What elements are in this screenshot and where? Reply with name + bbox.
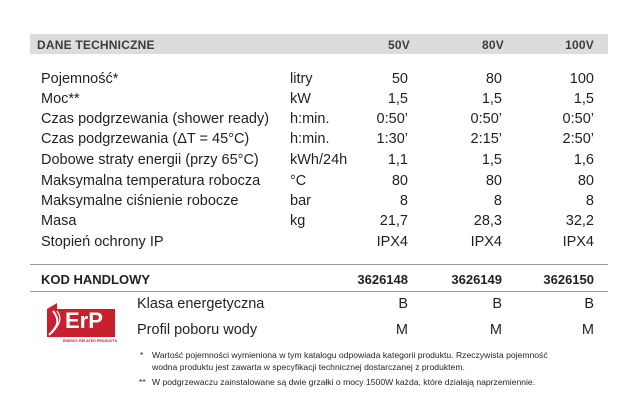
- spec-label: Dobowe straty energii (przy 65°C): [41, 152, 259, 168]
- spec-row-mass: [0, 213, 644, 233]
- trade-code-80v: 3626149: [451, 272, 502, 287]
- spec-label: Pojemność*: [41, 71, 119, 87]
- spec-value-100v: 2:50’: [562, 131, 594, 147]
- spec-value-80v: 0:50’: [470, 111, 502, 127]
- spec-row-power: [0, 91, 644, 111]
- spec-value-100v: 1,6: [573, 152, 594, 168]
- spec-row-energy-loss: [0, 152, 644, 172]
- spec-value-50v: 80: [391, 173, 408, 189]
- spec-label: Czas podgrzewania (shower ready): [41, 111, 270, 127]
- spec-row-ip-rating: [0, 234, 644, 254]
- trade-code-50v: 3626148: [357, 272, 408, 287]
- energy-class-100v: B: [584, 296, 594, 312]
- footnote-1-marker: *: [140, 350, 144, 360]
- spec-row-max-temp: [0, 173, 644, 193]
- spec-value-80v: 8: [493, 193, 502, 209]
- spec-value-50v: 50: [391, 71, 408, 87]
- spec-value-80v: 80: [485, 71, 502, 87]
- column-header-80v: 80V: [482, 38, 504, 52]
- energy-class-label: Klasa energetyczna: [137, 296, 265, 312]
- trade-code-100v: 3626150: [543, 272, 594, 287]
- spec-value-50v: 8: [399, 193, 408, 209]
- spec-value-50v: IPX4: [376, 234, 408, 250]
- spec-value-50v: 0:50’: [376, 111, 408, 127]
- spec-value-100v: 80: [577, 173, 594, 189]
- spec-value-80v: IPX4: [470, 234, 502, 250]
- spec-row-heatup-shower: [0, 111, 644, 131]
- spec-value-100v: 1,5: [573, 91, 594, 107]
- table-title: DANE TECHNICZNE: [37, 38, 155, 52]
- spec-value-80v: 2:15’: [470, 131, 502, 147]
- spec-label: Maksymalna temperatura robocza: [41, 173, 261, 189]
- spec-unit: kW: [290, 91, 311, 107]
- spec-value-50v: 1,5: [387, 91, 408, 107]
- spec-value-80v: 80: [485, 173, 502, 189]
- spec-label: Czas podgrzewania (ΔT = 45°C): [41, 131, 250, 147]
- spec-unit: kg: [290, 213, 306, 229]
- spec-label: Moc**: [41, 91, 80, 107]
- footnote-1-line-2: wodna produktu jest zawarta w specyfikacji technicznej dostarczanej z produktem.: [152, 362, 465, 372]
- column-header-50v: 50V: [388, 38, 410, 52]
- load-profile-100v: M: [581, 322, 594, 338]
- spec-row-heatup-delta: [0, 131, 644, 151]
- spec-label: Stopień ochrony IP: [41, 234, 164, 250]
- energy-class-50v: B: [398, 296, 408, 312]
- footnote-2-marker: **: [139, 377, 146, 387]
- footnote-2-line-1: W podgrzewaczu zainstalowane są dwie grzałki o mocy 1500W każda, które działają naprzemiennie.: [152, 377, 536, 387]
- spec-unit: h:min.: [290, 131, 330, 147]
- spec-value-100v: IPX4: [562, 234, 594, 250]
- spec-unit: litry: [290, 71, 313, 87]
- spec-value-50v: 1:30’: [376, 131, 408, 147]
- erp-logo: [43, 303, 123, 345]
- spec-row-capacity: [0, 71, 644, 91]
- load-profile-80v: M: [489, 322, 502, 338]
- erp-logo-text: ErP: [65, 308, 103, 333]
- energy-class-80v: B: [492, 296, 502, 312]
- erp-logo-subtext: ENERGY RELATED PRODUCTS: [63, 339, 117, 343]
- spec-label: Masa: [41, 213, 77, 229]
- spec-unit: bar: [290, 193, 311, 209]
- spec-value-80v: 28,3: [473, 213, 502, 229]
- column-header-100v: 100V: [565, 38, 594, 52]
- spec-value-100v: 100: [569, 71, 594, 87]
- spec-row-max-pressure: [0, 193, 644, 213]
- spec-value-80v: 1,5: [481, 152, 502, 168]
- load-profile-50v: M: [395, 322, 408, 338]
- spec-value-50v: 1,1: [387, 152, 408, 168]
- footnote-1-line-1: Wartość pojemności wymieniona w tym katalogu odpowiada kategorii produktu. Rzeczywista pojemność: [152, 350, 548, 360]
- spec-unit: °C: [290, 173, 307, 189]
- spec-value-50v: 21,7: [379, 213, 408, 229]
- load-profile-label: Profil poboru wody: [137, 322, 258, 338]
- spec-label: Maksymalne ciśnienie robocze: [41, 193, 239, 209]
- trade-code-label: KOD HANDLOWY: [41, 272, 151, 287]
- divider-bottom: [30, 291, 608, 292]
- spec-unit: kWh/24h: [290, 152, 348, 168]
- spec-value-80v: 1,5: [481, 91, 502, 107]
- spec-value-100v: 0:50’: [562, 111, 594, 127]
- spec-value-100v: 8: [585, 193, 594, 209]
- divider-top: [30, 264, 608, 265]
- spec-value-100v: 32,2: [565, 213, 594, 229]
- spec-unit: h:min.: [290, 111, 330, 127]
